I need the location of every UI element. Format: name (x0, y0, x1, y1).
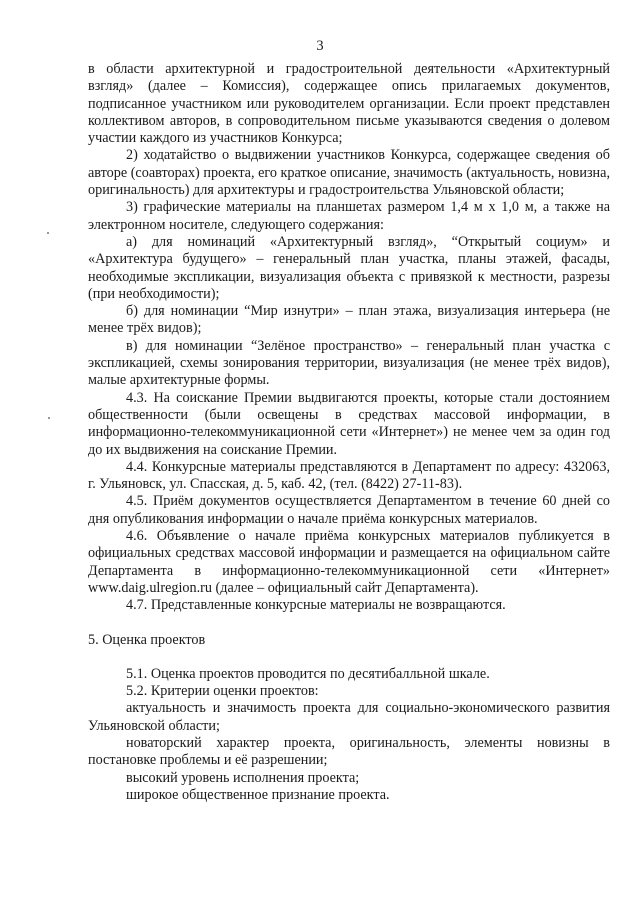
paragraph: новаторский характер проекта, оригинальность, элементы новизны в постановке проблемы и её разрешении; (88, 734, 610, 769)
paragraph: широкое общественное признание проекта. (126, 786, 390, 803)
document-body (88, 61, 610, 804)
paragraph: 4.5. Приём документов осуществляется Департаментом в течение 60 дней со дня опубликования информации о начале приёма конкурсных материалов. (88, 493, 610, 527)
paragraph: 4.6. Объявление о начале приёма конкурсных материалов публикуется в официальных средствах массовой информации и размещается на официальном сайте Департамента в информационно-телекоммуникационной сети «Интернет» www.daig.ulregion.ru (далее – официальный сайт Департамента). (88, 528, 610, 596)
paragraph: 4.7. Представленные конкурсные материалы не возвращаются. (126, 597, 506, 614)
paragraph: 4.4. Конкурсные материалы представляются в Департамент по адресу: 432063, г. Ульяновск, ул. Спасская, д. 5, каб. 42, (тел. (8422) 27-11-83). (88, 458, 610, 493)
paragraph: б) для номинации “Мир изнутри» – план этажа, визуализация интерьера (не менее трёх видов); (88, 303, 610, 337)
section-heading: 5. Оценка проектов (88, 631, 206, 648)
paragraph: 2) ходатайство о выдвижении участников Конкурса, содержащее сведения об авторе (соавторах) проекта, его краткое описание, значимость (актуальность, новизна, оригинальность) для архитектуры и градостроительства Ульяновской области; (88, 147, 610, 199)
paragraph: в области архитектурной и градостроительной деятельности «Архитектурный взгляд» (далее – Комиссия), содержащее опись прилагаемых документов, подписанное участником или руководителем организации. Если проект представлен коллективом авторов, в сопроводительном письме указываются сведения о долевом участии каждого из участников Конкурса; (88, 61, 610, 147)
scan-speck (48, 417, 50, 419)
paragraph: в) для номинации “Зелёное пространство» – генеральный план участка с экспликацией, схемы зонирования территории, визуализация (не менее трёх видов), малые архитектурные формы. (88, 337, 610, 389)
page-number: 3 (316, 38, 324, 54)
paragraph: 4.3. На соискание Премии выдвигаются проекты, которые стали достоянием общественности (были освещены в средствах массовой информации, в информационно-телекоммуникационной сети «Интернет») не менее чем за один год до их выдвижения на соискание Премии. (88, 389, 610, 458)
paragraph: а) для номинаций «Архитектурный взгляд», “Открытый социум» и «Архитектура будущего» – генеральный план участка, планы этажей, фасады, необходимые экспликации, визуализация объекта с привязкой к местности, разрезы (при необходимости); (88, 233, 610, 302)
paragraph: высокий уровень исполнения проекта; (126, 769, 360, 786)
paragraph: 3) графические материалы на планшетах размером 1,4 м х 1,0 м, а также на электронном носителе, следующего содержания: (88, 199, 610, 233)
paragraph: 5.2. Критерии оценки проектов: (126, 683, 319, 700)
paragraph: актуальность и значимость проекта для социально-экономического развития Ульяновской области; (88, 700, 610, 734)
paragraph: 5.1. Оценка проектов проводится по десятибалльной шкале. (126, 665, 490, 682)
scan-speck (47, 232, 49, 234)
